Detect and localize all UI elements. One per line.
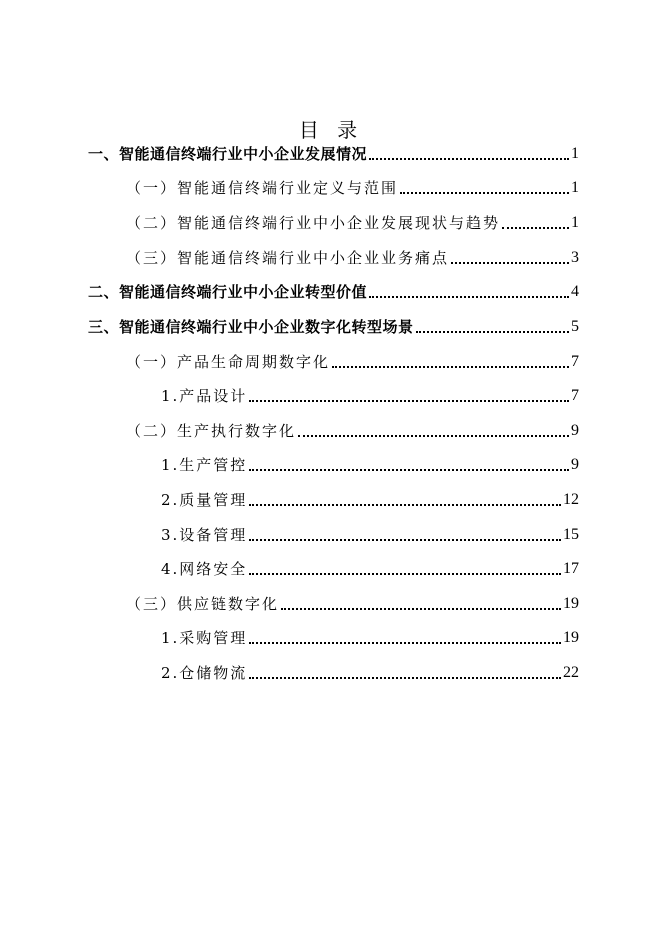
dot-leader (369, 146, 569, 160)
toc-entry-label: 1.采购管理 (161, 629, 248, 647)
toc-page-number: 9 (571, 422, 579, 439)
dot-leader (281, 596, 561, 610)
toc-entry-label: 三、智能通信终端行业中小企业数字化转型场景 (88, 318, 414, 336)
dot-leader (249, 492, 561, 506)
toc-entry-section-1-1[interactable] (126, 177, 579, 199)
toc-entry-label: 二、智能通信终端行业中小企业转型价值 (88, 283, 368, 301)
toc-page-number: 7 (571, 387, 579, 404)
dot-leader (451, 250, 569, 264)
toc-page-number: 7 (571, 353, 579, 370)
dot-leader (249, 561, 561, 575)
dot-leader (400, 180, 569, 194)
toc-entry-subsection-3-2-2[interactable] (161, 489, 579, 511)
dot-leader (332, 354, 569, 368)
toc-entry-label: （二）生产执行数字化 (126, 422, 297, 440)
toc-entry-subsection-3-3-1[interactable] (161, 627, 579, 649)
toc-entry-label: 一、智能通信终端行业中小企业发展情况 (88, 145, 368, 163)
toc-page-number: 9 (571, 456, 579, 473)
toc-entry-label: （三）智能通信终端行业中小企业业务痛点 (126, 249, 450, 267)
toc-page-number: 4 (571, 283, 579, 300)
dot-leader (249, 630, 561, 644)
toc-entry-label: 4.网络安全 (161, 560, 248, 578)
dot-leader (249, 457, 569, 471)
toc-entry-label: 3.设备管理 (161, 526, 248, 544)
toc-entry-label: 2.仓储物流 (161, 664, 248, 682)
toc-entry-subsection-3-3-2[interactable] (161, 662, 579, 684)
toc-entry-label: （二）智能通信终端行业中小企业发展现状与趋势 (126, 214, 501, 232)
dot-leader (369, 284, 569, 298)
toc-entry-subsection-3-2-3[interactable] (161, 524, 579, 546)
toc-page-number: 19 (563, 595, 579, 612)
toc-page-number: 12 (563, 491, 579, 508)
toc-entry-chapter-1[interactable] (88, 143, 579, 165)
toc-page-number: 1 (571, 179, 579, 196)
toc-entry-label: （一）产品生命周期数字化 (126, 353, 331, 371)
toc-page-number: 3 (571, 249, 579, 266)
toc-entry-label: 2.质量管理 (161, 491, 248, 509)
toc-entry-section-3-3[interactable] (126, 593, 579, 615)
toc-page-number: 5 (571, 318, 579, 335)
toc-entry-label: 1.生产管控 (161, 456, 248, 474)
dot-leader (298, 423, 569, 437)
toc-page-number: 22 (563, 664, 579, 681)
dot-leader (249, 527, 561, 541)
dot-leader (249, 388, 569, 402)
toc-entry-label: （三）供应链数字化 (126, 595, 280, 613)
dot-leader (249, 665, 561, 679)
toc-entry-subsection-3-2-1[interactable] (161, 454, 579, 476)
dot-leader (416, 319, 569, 333)
toc-page-number: 15 (563, 526, 579, 543)
toc-entry-section-3-1[interactable] (126, 351, 579, 373)
toc-page-number: 17 (563, 560, 579, 577)
toc-entry-section-1-3[interactable] (126, 247, 579, 269)
toc-page-number: 19 (563, 629, 579, 646)
toc-entry-label: 1.产品设计 (161, 387, 248, 405)
toc-entry-subsection-3-2-4[interactable] (161, 558, 579, 580)
toc-page-number: 1 (571, 214, 579, 231)
toc-title: 目 录 (298, 118, 364, 142)
toc-entry-section-3-2[interactable] (126, 420, 579, 442)
toc-entry-section-1-2[interactable] (126, 212, 579, 234)
toc-entry-chapter-2[interactable] (88, 281, 579, 303)
toc-entry-label: （一）智能通信终端行业定义与范围 (126, 179, 399, 197)
dot-leader (502, 215, 569, 229)
toc-page-number: 1 (571, 145, 579, 162)
toc-entry-chapter-3[interactable] (88, 316, 579, 338)
toc-entry-subsection-3-1-1[interactable] (161, 385, 579, 407)
